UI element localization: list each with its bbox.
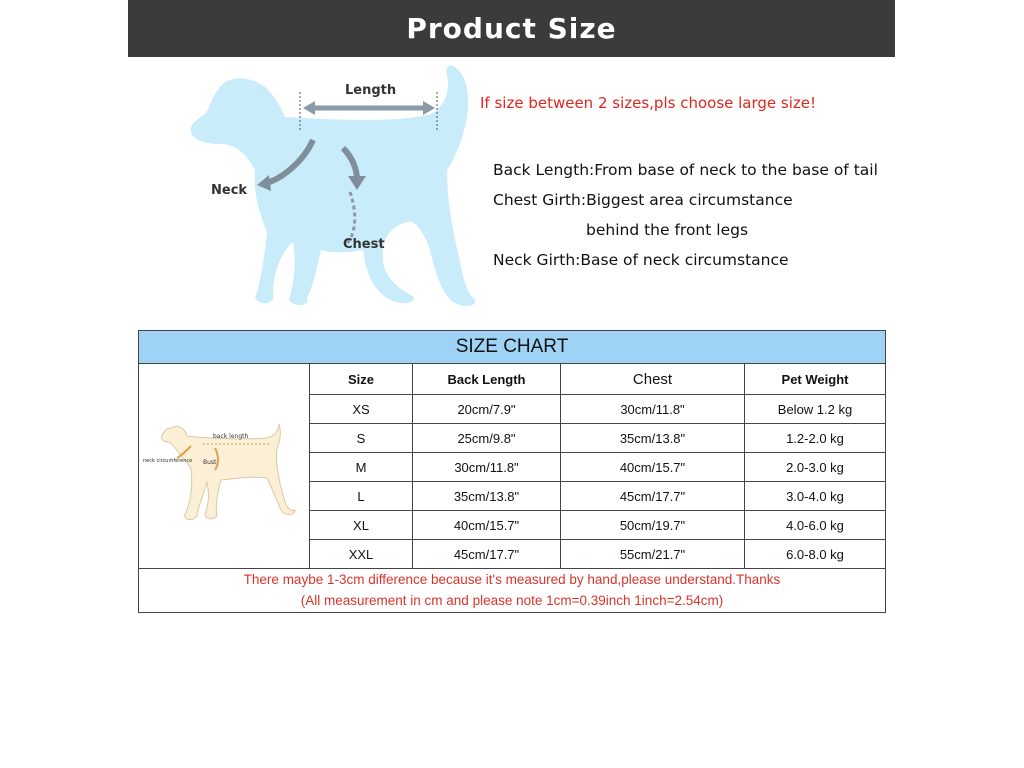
chest-label: Chest [343, 237, 385, 252]
thumb-back-length-label: back length [213, 433, 249, 440]
back-length-note: Back Length:From base of neck to the base of tail [493, 161, 878, 179]
cell-back-length: 20cm/7.9" [413, 395, 561, 424]
chest-girth-note-continued: behind the front legs [586, 221, 749, 239]
header-chest: Chest [561, 364, 745, 395]
cell-pet-weight: Below 1.2 kg [745, 395, 886, 424]
header-size: Size [310, 364, 413, 395]
cell-chest: 30cm/11.8" [561, 395, 745, 424]
measurement-disclaimer: There maybe 1-3cm difference because it's measured by hand,please understand.Thanks [243, 572, 781, 587]
cell-size: M [310, 453, 413, 482]
cell-back-length: 25cm/9.8" [413, 424, 561, 453]
cell-pet-weight: 3.0-4.0 kg [745, 482, 886, 511]
cell-pet-weight: 4.0-6.0 kg [745, 511, 886, 540]
table-row [310, 482, 885, 511]
header-pet-weight: Pet Weight [745, 364, 886, 395]
cell-size: L [310, 482, 413, 511]
size-chart [138, 330, 886, 613]
cell-back-length: 45cm/17.7" [413, 540, 561, 569]
page-title: Product Size [406, 12, 617, 45]
table-row [310, 424, 885, 453]
dog-silhouette-illustration [185, 62, 485, 312]
size-chart-footer [139, 568, 885, 612]
cell-back-length: 30cm/11.8" [413, 453, 561, 482]
table-row [310, 511, 885, 540]
table-row [310, 540, 885, 569]
chest-girth-note: Chest Girth:Biggest area circumstance [493, 191, 793, 209]
cell-size: XXL [310, 540, 413, 569]
measurement-notes [493, 155, 878, 275]
cell-pet-weight: 2.0-3.0 kg [745, 453, 886, 482]
product-size-banner [128, 0, 895, 57]
header-back-length: Back Length [413, 364, 561, 395]
dog-measurement-diagram [185, 62, 485, 312]
cell-chest: 45cm/17.7" [561, 482, 745, 511]
size-table [310, 364, 885, 568]
cell-chest: 35cm/13.8" [561, 424, 745, 453]
cell-back-length: 40cm/15.7" [413, 511, 561, 540]
neck-girth-note: Neck Girth:Base of neck circumstance [493, 251, 789, 269]
unit-conversion-note: (All measurement in cm and please note 1cm=0.39inch 1inch=2.54cm) [300, 593, 724, 608]
size-chart-title: SIZE CHART [139, 331, 885, 364]
table-header-row [310, 364, 885, 395]
table-row [310, 395, 885, 424]
size-chart-thumbnail [139, 364, 310, 568]
table-row [310, 453, 885, 482]
size-warning: If size between 2 sizes,pls choose large size! [480, 94, 817, 112]
length-label: Length [345, 83, 397, 98]
thumb-neck-label: neck circumference [143, 458, 193, 464]
thumb-bust-label: Bust [203, 459, 217, 466]
cell-size: S [310, 424, 413, 453]
cell-size: XS [310, 395, 413, 424]
cell-pet-weight: 1.2-2.0 kg [745, 424, 886, 453]
cell-pet-weight: 6.0-8.0 kg [745, 540, 886, 569]
dog-thumbnail-icon [141, 406, 307, 526]
cell-back-length: 35cm/13.8" [413, 482, 561, 511]
neck-label: Neck [211, 183, 248, 198]
cell-size: XL [310, 511, 413, 540]
cell-chest: 55cm/21.7" [561, 540, 745, 569]
cell-chest: 50cm/19.7" [561, 511, 745, 540]
cell-chest: 40cm/15.7" [561, 453, 745, 482]
